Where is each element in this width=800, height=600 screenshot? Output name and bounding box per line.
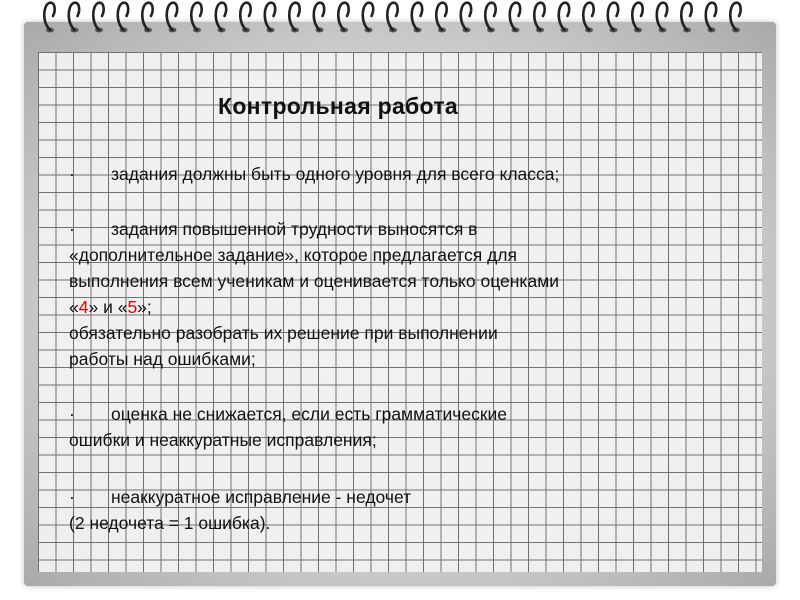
item-text: задания повышенной трудности выносятся в: [111, 219, 478, 239]
spiral-ring: [289, 3, 299, 33]
spiral-ring: [240, 3, 250, 33]
spiral-ring: [363, 3, 373, 33]
item-text: неаккуратное исправление - недочет: [111, 487, 412, 507]
text-line: «дополнительное задание», которое предлагается для: [69, 245, 517, 265]
spiral-ring: [118, 3, 128, 33]
spiral-ring: [314, 3, 324, 33]
spiral-ring: [559, 3, 569, 33]
spiral-ring: [510, 3, 520, 33]
quote-close: »;: [137, 297, 152, 317]
spiral-ring: [632, 3, 642, 33]
bullet-item-2: [69, 216, 477, 242]
spiral-ring: [730, 3, 740, 33]
spiral-binding: [40, 0, 760, 36]
spiral-ring: [93, 3, 103, 33]
item-text: оценка не снижается, если есть грамматические: [111, 404, 508, 424]
spiral-ring: [216, 3, 226, 33]
text-line: обязательно разобрать их решение при выполнении: [69, 323, 498, 343]
page-title: Контрольная работа: [218, 93, 458, 119]
spiral-ring: [706, 3, 716, 33]
grades-line: [69, 294, 152, 320]
bullet-dot: ·: [69, 404, 75, 424]
spiral-ring: [167, 3, 177, 33]
spiral-ring: [583, 3, 593, 33]
spiral-ring: [436, 3, 446, 33]
spiral-ring: [142, 3, 152, 33]
bullet-dot: ·: [69, 219, 75, 239]
spiral-ring: [338, 3, 348, 33]
spiral-ring: [44, 3, 54, 33]
text-line: (2 недочета = 1 ошибка).: [69, 513, 271, 533]
spiral-ring: [534, 3, 544, 33]
text-line: ошибки и неаккуратные исправления;: [69, 430, 377, 450]
quote-mid: » и «: [88, 297, 128, 317]
bullet-item-4: [69, 484, 411, 510]
spiral-ring: [608, 3, 618, 33]
spiral-ring: [681, 3, 691, 33]
spiral-ring: [387, 3, 397, 33]
spiral-ring: [485, 3, 495, 33]
bullet-dot: ·: [69, 487, 75, 507]
spiral-ring: [265, 3, 275, 33]
spiral-ring: [191, 3, 201, 33]
text-line: выполнения всем ученикам и оценивается только оценками: [69, 271, 560, 291]
spiral-ring: [69, 3, 79, 33]
bullet-dot: ·: [69, 164, 75, 184]
quote-open: «: [69, 297, 79, 317]
grade-4: 4: [78, 297, 89, 317]
bullet-item-3: [69, 401, 507, 427]
spiral-ring: [412, 3, 422, 33]
spiral-ring: [657, 3, 667, 33]
bullet-item-1: [69, 161, 559, 187]
text-line: работы над ошибками;: [69, 349, 256, 369]
grade-5: 5: [127, 297, 138, 317]
spiral-ring: [461, 3, 471, 33]
item-text: задания должны быть одного уровня для всего класса;: [111, 164, 560, 184]
